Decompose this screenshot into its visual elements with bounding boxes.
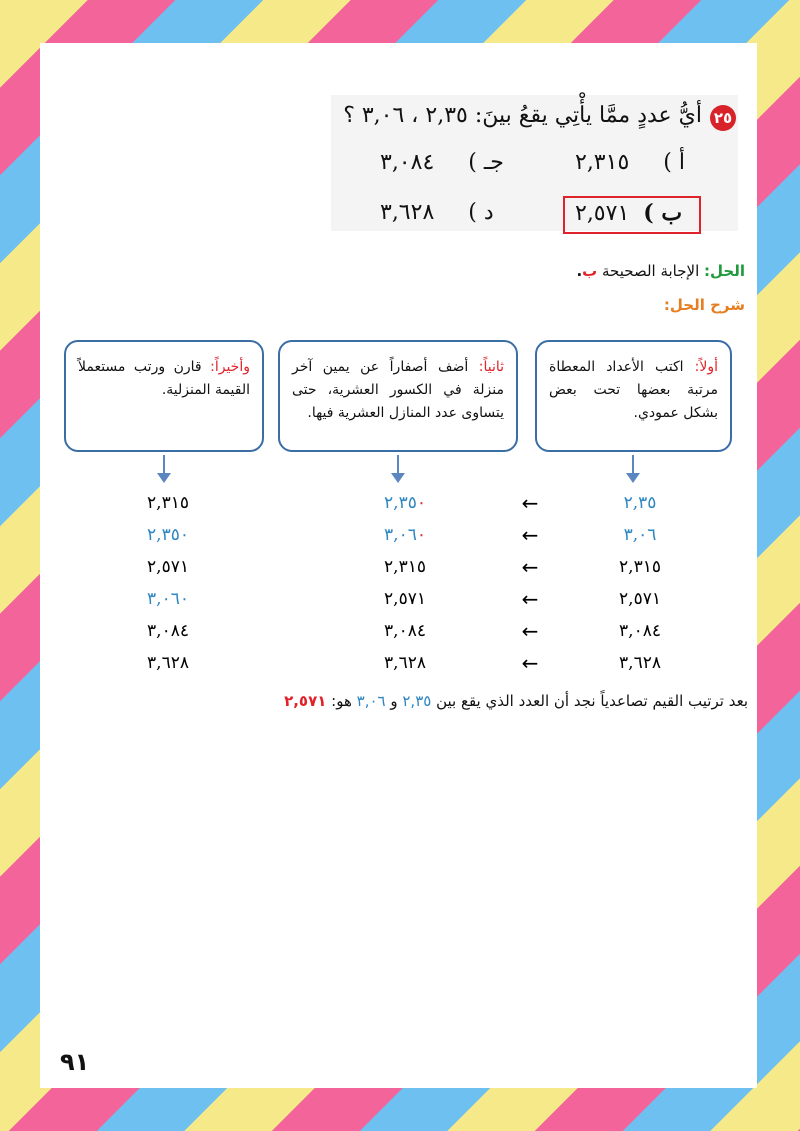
padded-main: ٣,٠٦ bbox=[384, 525, 417, 545]
padded-value bbox=[355, 519, 455, 551]
padded-value bbox=[355, 551, 455, 583]
step-1-body: اكتب الأعداد المعطاة مرتبة بعضها تحت بعض بشكل عمودي. bbox=[549, 359, 718, 421]
left-arrow-icon: ← bbox=[521, 619, 539, 643]
sorted-value: ٣,٠٦٠ bbox=[147, 589, 189, 609]
step-2-head: ثانياً: bbox=[478, 359, 504, 375]
question-text: أيُّ عددٍ ممَّا يأْتِي يقعُ بينَ: ٢,٣٥ ، ٣,٠٦ ؟ bbox=[343, 103, 702, 128]
conclusion-is: هو: bbox=[326, 692, 357, 710]
solution-dot: . bbox=[576, 262, 583, 280]
left-arrow-icon: ← bbox=[521, 491, 539, 515]
conclusion-answer: ٢,٥٧١ bbox=[284, 692, 327, 710]
option-c bbox=[380, 150, 504, 175]
padded-value bbox=[355, 615, 455, 647]
padded-main: ٢,٣١٥ bbox=[384, 557, 426, 577]
page-number: ٩١ bbox=[60, 1048, 90, 1076]
option-b-label: ب ) bbox=[643, 200, 683, 226]
sorted-value: ٣,٠٨٤ bbox=[147, 621, 189, 641]
conclusion-value-2: ٣,٠٦ bbox=[356, 692, 386, 710]
option-c-value: ٣,٠٨٤ bbox=[380, 150, 435, 175]
left-arrow-icon: ← bbox=[521, 587, 539, 611]
padded-main: ٢,٥٧١ bbox=[384, 589, 426, 609]
padded-column bbox=[355, 487, 455, 679]
correct-answer-highlight bbox=[563, 196, 701, 234]
left-arrow-icon: ← bbox=[521, 555, 539, 579]
conclusion-text: بعد ترتيب القيم تصاعدياً نجد أن العدد الذي يقع بين bbox=[431, 692, 748, 710]
solution-text: الإجابة الصحيحة bbox=[597, 262, 705, 280]
explanation-title: شرح الحل: bbox=[663, 296, 745, 314]
sorted-value: ٣,٦٢٨ bbox=[147, 653, 189, 673]
added-zero: ٠ bbox=[416, 493, 426, 513]
step-2-box bbox=[278, 340, 518, 452]
original-column bbox=[595, 487, 685, 679]
sorted-value: ٢,٣٥٠ bbox=[147, 525, 189, 545]
original-value: ٣,٠٨٤ bbox=[619, 621, 661, 641]
step-3-box bbox=[64, 340, 264, 452]
option-d-label: د ) bbox=[468, 200, 494, 225]
arrow-down-3-icon bbox=[163, 455, 165, 475]
original-value: ٣,٠٦ bbox=[623, 525, 657, 545]
conclusion-and: و bbox=[385, 692, 403, 710]
option-b-value: ٢,٥٧١ bbox=[575, 201, 630, 226]
arrow-down-2-icon bbox=[397, 455, 399, 475]
conclusion-value-1: ٢,٣٥ bbox=[402, 692, 432, 710]
step-1-box bbox=[535, 340, 732, 452]
added-zero: ٠ bbox=[416, 525, 426, 545]
padded-main: ٣,٠٨٤ bbox=[384, 621, 426, 641]
step-2-body: أضف أصفاراً عن يمين آخر منزلة في الكسور العشرية، حتى يتساوى عدد المنازل العشرية فيها. bbox=[292, 359, 504, 421]
solution-answer: ب bbox=[582, 262, 598, 280]
original-value: ٣,٦٢٨ bbox=[619, 653, 661, 673]
step-3-head: وأخيراً: bbox=[210, 359, 250, 375]
padded-value bbox=[355, 647, 455, 679]
original-value: ٢,٣٥ bbox=[623, 493, 657, 513]
option-a bbox=[575, 150, 685, 175]
sorted-value: ٢,٣١٥ bbox=[147, 493, 189, 513]
padded-value bbox=[355, 583, 455, 615]
original-value: ٢,٣١٥ bbox=[619, 557, 661, 577]
padded-main: ٢,٣٥ bbox=[384, 493, 417, 513]
arrow-down-1-icon bbox=[632, 455, 634, 475]
solution-prefix: الحل: bbox=[704, 262, 745, 280]
step-1-head: أولاً: bbox=[694, 359, 718, 375]
original-value: ٢,٥٧١ bbox=[619, 589, 661, 609]
step-3-body: قارن ورتب مستعملاً القيمة المنزلية. bbox=[78, 359, 250, 398]
question-number: ٢٥ bbox=[710, 105, 736, 131]
padded-value bbox=[355, 487, 455, 519]
solution-line bbox=[576, 262, 745, 280]
option-d bbox=[380, 200, 494, 225]
left-arrow-icon: ← bbox=[521, 523, 539, 547]
padded-main: ٣,٦٢٨ bbox=[384, 653, 426, 673]
arrow-column bbox=[515, 487, 545, 679]
sorted-value: ٢,٥٧١ bbox=[147, 557, 189, 577]
left-arrow-icon: ← bbox=[521, 651, 539, 675]
option-a-value: ٢,٣١٥ bbox=[575, 150, 630, 175]
option-a-label: أ ) bbox=[663, 150, 685, 175]
option-c-label: جـ ) bbox=[468, 150, 504, 175]
conclusion bbox=[284, 692, 748, 710]
sorted-column bbox=[118, 487, 218, 679]
option-d-value: ٣,٦٢٨ bbox=[380, 200, 435, 225]
